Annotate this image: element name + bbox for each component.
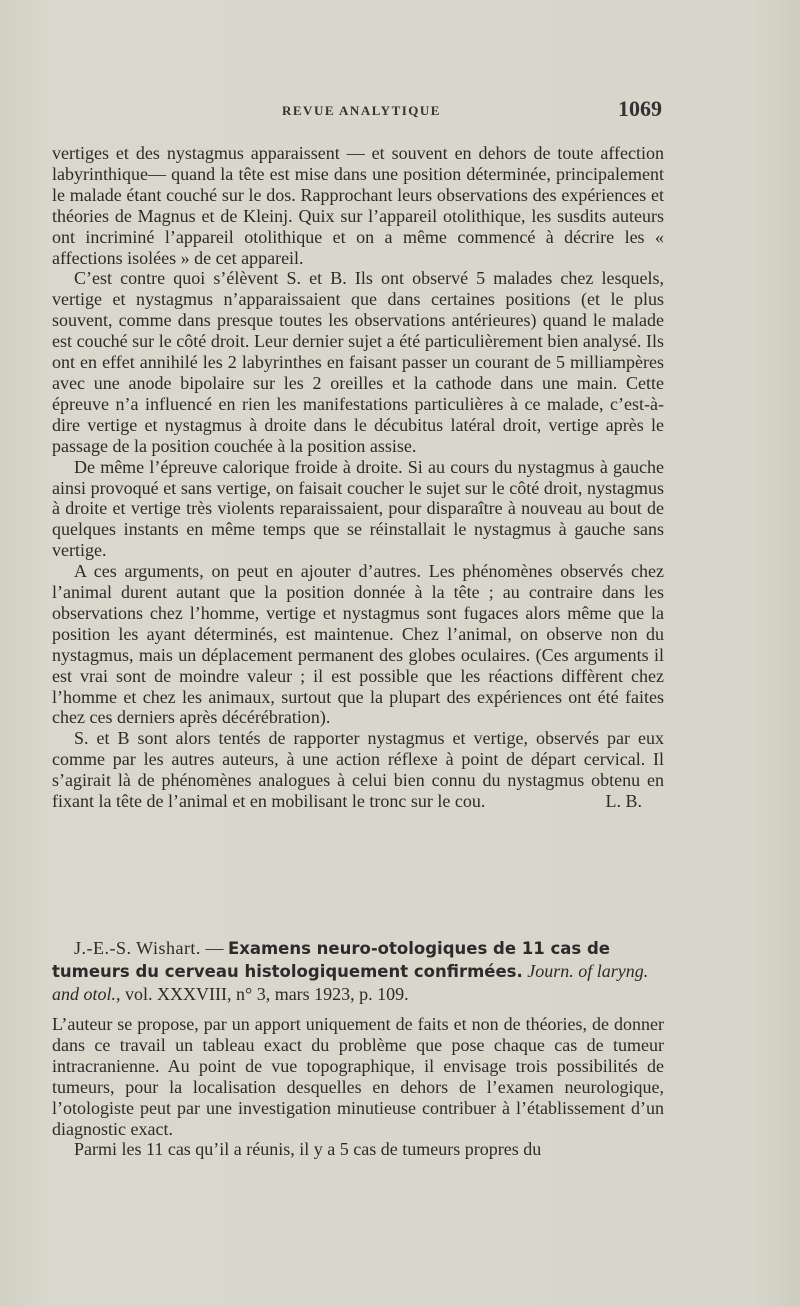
article-title: Examens neuro-otologiques de 11 cas de tumeurs du cerveau histologiquement confirmées. [52, 939, 610, 981]
signature: L. B. [605, 791, 642, 811]
paragraph: vertiges et des nystagmus apparaissent — et souvent en dehors de toute affection labyrinthique— quand la tête est mise dans une position déterminée, principalement le malade étant couché sur le dos. Rapprochant leurs observations des expériences et théories de Magnus et de Kleinj. Quix sur l’appareil otolithique, les susdits auteurs ont incriminé l’appareil otolithique et on a même commencé à décrire les « affections isolées » de cet appareil. [52, 143, 664, 268]
paragraph: L’auteur se propose, par un apport uniquement de faits et non de théories, de donner dans ce travail un tableau exact du problème que pose chaque cas de tumeur intracranienne. Au point de vue topographique, il envisage trois possibilités de tumeurs, pour la localisation desquelles en dehors de l’examen neurologique, l’otologiste peut par une investigation minutieuse contribuer à l’établissement d’un diagnostic exact. [52, 1014, 664, 1139]
author: J.-E.-S. Wishart. [74, 938, 201, 958]
paragraph: De même l’épreuve calorique froide à droite. Si au cours du nystagmus à gauche ainsi provoqué et sans vertige, on faisait coucher le sujet sur le côté droit, nystagmus à droite et vertige très violents reparaissaient, pour disparaître à nouveau au bout de quelques instants en même temps que se réinstallait le nystagmus à gauche sans vertige. [52, 456, 664, 561]
page-number: 1069 [618, 96, 662, 121]
paragraph: A ces arguments, on peut en ajouter d’autres. Les phénomènes observés chez l’animal durent autant que la position donnée à la tête ; au contraire dans les observations chez l’homme, vertige et nystagmus sont fugaces alors même que la position les ayant déterminés, est maintenue. Chez l’animal, on observe non du nystagmus, mais un déplacement permanent des globes oculaires. (Ces arguments il est vrai sont de moindre valeur ; il est possible que les réactions diffèrent chez l’homme et chez les animaux, surtout que la plupart des expériences ont été faites chez ces derniers après décérébration). [52, 561, 664, 728]
journal-name: Journ. of laryng. and otol. [52, 961, 649, 1004]
paragraph: Parmi les 11 cas qu’il a réunis, il y a 5 cas de tumeurs propres du [74, 1139, 542, 1160]
citation: , vol. XXXVIII, n° 3, mars 1923, p. 109. [116, 984, 409, 1004]
dash: — [200, 938, 228, 958]
review-1-body [52, 143, 664, 812]
review-2-body [52, 1014, 664, 1160]
paragraph: C’est contre quoi s’élèvent S. et B. Ils ont observé 5 malades chez lesquels, vertige et nystagmus n’apparaissaient que dans certaines positions (et le plus souvent, comme dans presque toutes les observations antérieures) quand le malade est couché sur le côté droit. Leur dernier sujet a été particulièrement bien analysé. Ils ont en effet annihilé les 2 labyrinthes en faisant passer un courant de 5 milliampères avec une anode bipolaire sur les 2 oreilles et la cathode dans une main. Cette épreuve n’a influencé en rien les manifestations particulières à ce malade, c’est-à-dire vertige et nystagmus à droite dans le décubitus latéral droit, vertige après le passage de la position couchée à la position assise. [52, 268, 664, 456]
running-title: REVUE ANALYTIQUE [282, 103, 441, 118]
paragraph: S. et B sont alors tentés de rapporter nystagmus et vertige, observés par eux comme par les autres auteurs, à une action réflexe à point de départ cervical. Il s’agirait là de phénomènes analogues à celui bien connu du nystagmus obtenu en fixant la tête de l’animal et en mobilisant le tronc sur le cou. [52, 728, 664, 812]
last-paragraph-with-signature [52, 728, 664, 812]
running-header [52, 96, 662, 126]
review-2-heading [52, 937, 664, 1005]
